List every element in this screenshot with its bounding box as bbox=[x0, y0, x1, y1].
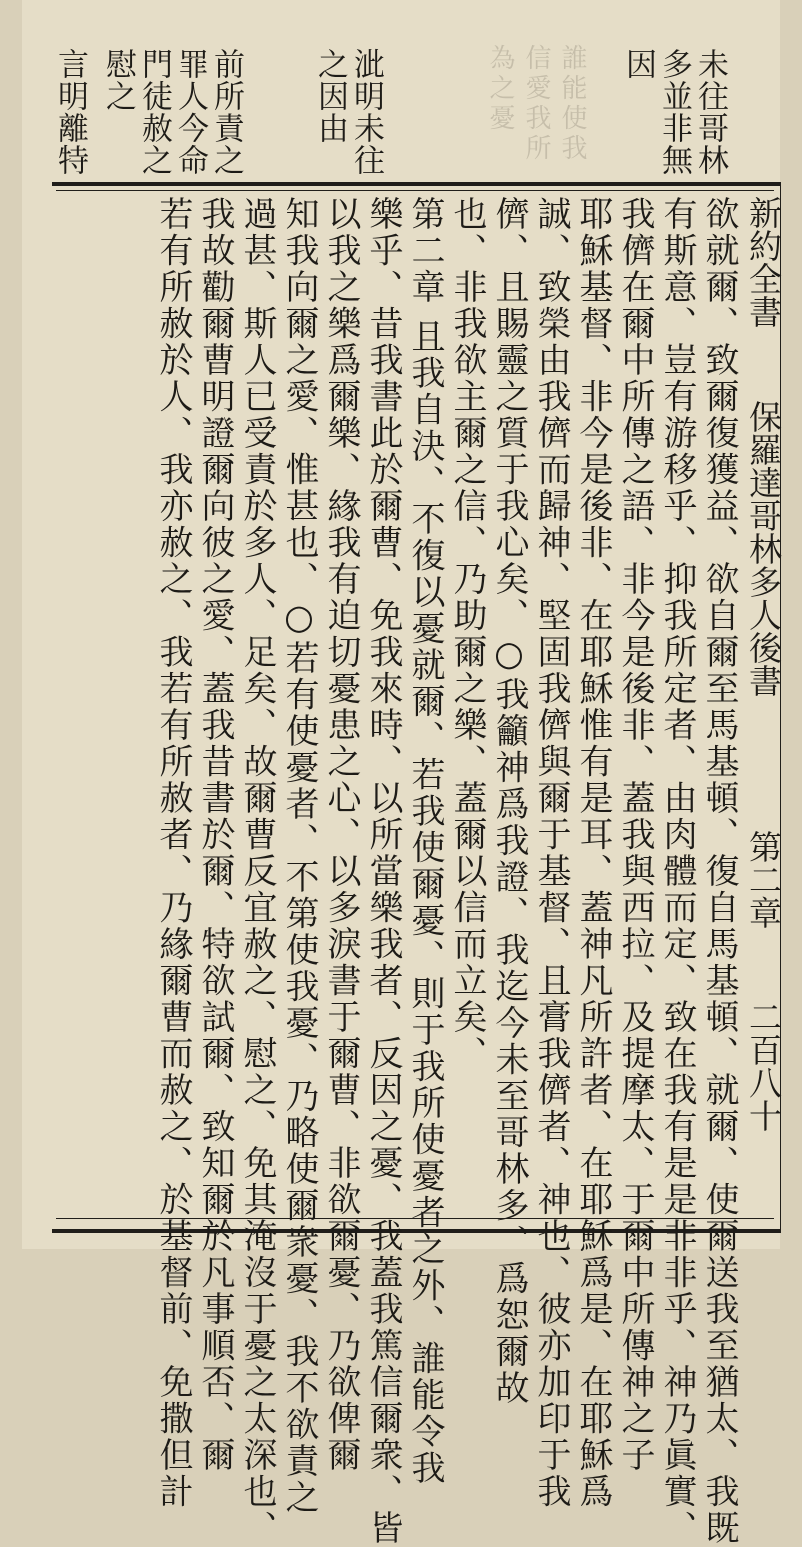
top-margin-notes bbox=[22, 0, 780, 182]
note-column: 之因由 bbox=[312, 48, 348, 144]
main-text bbox=[56, 196, 740, 1547]
bleed-through-text: 誰能使我 bbox=[557, 44, 587, 164]
book-page bbox=[22, 0, 783, 1547]
note-column: 未往哥林 bbox=[692, 48, 728, 176]
note-column: 泚明未往 bbox=[348, 48, 384, 176]
text-column: 也、非我欲主爾之信、乃助爾之樂、蓋爾以信而立矣、 bbox=[447, 196, 487, 1072]
text-column: 知我向爾之愛、惟甚也、○若有使憂者、不第使我憂、乃略使爾衆憂、我不欲責之 bbox=[279, 196, 319, 1516]
text-column: 有斯意、豈有游移乎、抑我所定者、由肉體而定、致在我有是是非非乎、神乃眞實、 bbox=[657, 196, 697, 1547]
note-column: 因 bbox=[620, 48, 656, 80]
note-group-4 bbox=[52, 48, 88, 178]
book-title: 新約全書 bbox=[744, 196, 783, 328]
note-group-1 bbox=[620, 48, 728, 178]
note-group-2 bbox=[312, 48, 384, 178]
bleed-through-text: 信愛我所 bbox=[521, 44, 551, 164]
note-column: 前所責之 bbox=[208, 48, 244, 176]
section-title: 保羅達哥林多人後書 bbox=[744, 400, 783, 697]
text-column: 我儕在爾中所傳之語、非今是後非、蓋我與西拉、及提摩太、于爾中所傳神之子 bbox=[615, 196, 655, 1474]
text-column: 我故勸爾曹明證爾向彼之愛、蓋我昔書於爾、特欲試爾、致知爾於凡事順否、爾 bbox=[195, 196, 235, 1474]
text-column: 若有所赦於人、我亦赦之、我若有所赦者、乃緣爾曹而赦之、於基督前、免撒但計 bbox=[153, 196, 193, 1510]
page-number: 二百八十 bbox=[744, 1000, 783, 1132]
text-column: 過甚、斯人已受責於多人、足矣、故爾曹反宜赦之、慰之、免其淹沒于憂之太深也、 bbox=[237, 196, 277, 1547]
bleed-through-text: 為之憂 bbox=[485, 44, 515, 134]
text-column: 欲就爾、致爾復獲益、欲自爾至馬基頓、復自馬基頓、就爾、使爾送我至猶太、我既 bbox=[699, 196, 739, 1547]
note-group-3 bbox=[100, 48, 244, 178]
text-column: 誠、致榮由我儕而歸神、堅固我儕與爾于基督、且膏我儕者、神也、彼亦加印于我 bbox=[531, 196, 571, 1510]
text-column: 以我之樂爲爾樂、緣我有迫切憂患之心、以多淚書于爾曹、非欲爾憂、乃欲俾爾 bbox=[321, 196, 361, 1474]
note-column: 多並非無 bbox=[656, 48, 692, 176]
text-column: 耶穌基督、非今是後非、在耶穌惟有是耳、蓋神凡所許者、在耶穌爲是、在耶穌爲 bbox=[573, 196, 613, 1510]
text-column: 樂乎、昔我書此於爾曹、免我來時、以所當樂我者、反因之憂、我蓋我篤信爾衆、皆 bbox=[363, 196, 403, 1547]
note-column: 言明離特 bbox=[52, 48, 88, 176]
note-column: 慰之 bbox=[100, 48, 136, 112]
text-column: 儕、且賜靈之質于我心矣、○我籲神爲我證、我迄今未至哥林多、爲恕爾故 bbox=[489, 196, 529, 1407]
text-column: 第二章 且我自決、不復以憂就爾、若我使爾憂、則于我所使憂者之外、誰能令我 bbox=[405, 196, 445, 1487]
chapter-label: 第二章 bbox=[744, 830, 783, 929]
note-column: 罪人今命 bbox=[172, 48, 208, 176]
running-header bbox=[740, 190, 783, 1217]
note-column: 門徒赦之 bbox=[136, 48, 172, 176]
